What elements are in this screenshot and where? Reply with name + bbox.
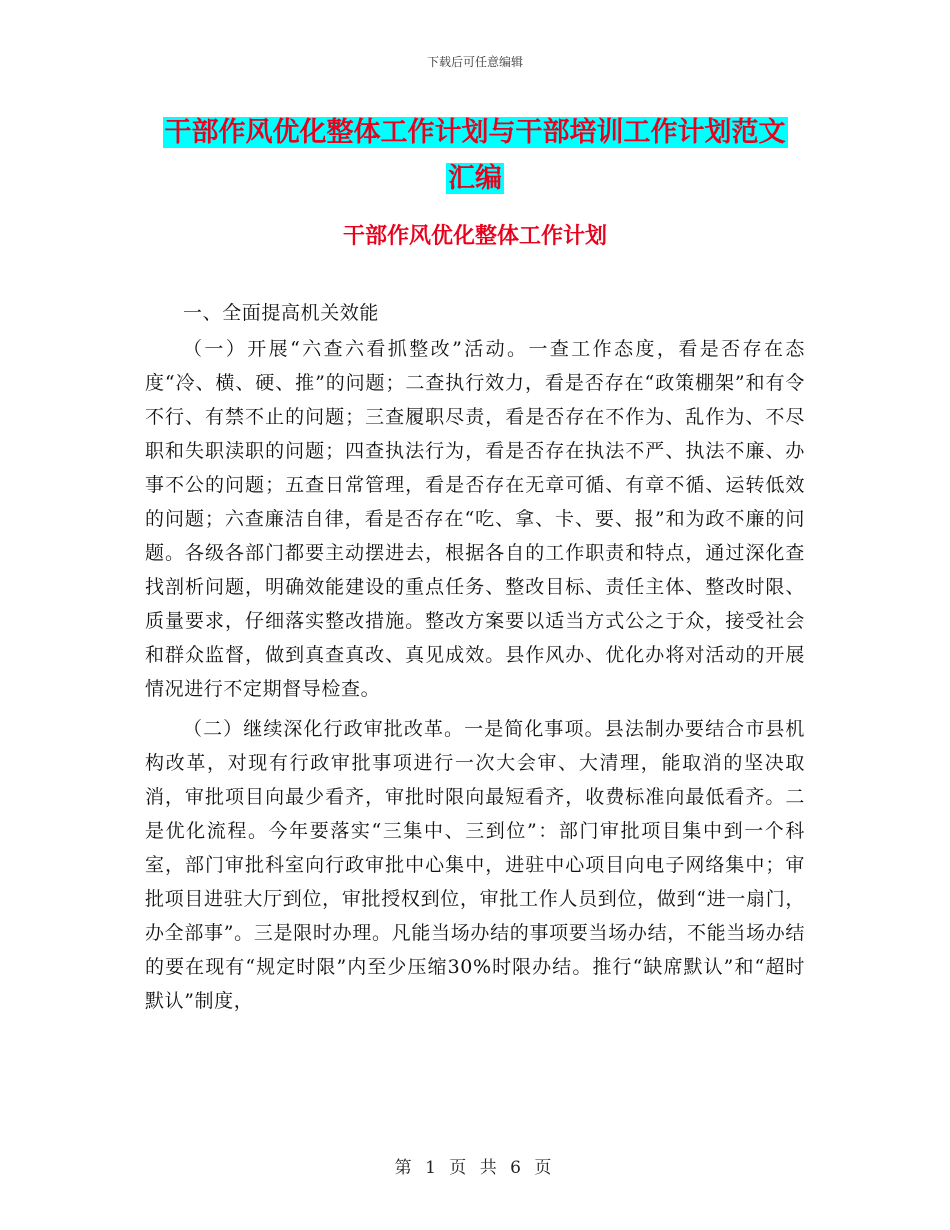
page-footer: 第 1 页 共 6 页 [394,1158,556,1178]
document-body [145,296,805,1024]
paragraph-2: （二）继续深化行政审批改革。一是简化事项。县法制办要结合市县机构改革，对现有行政审批事项进行一次大会审、大清理，能取消的坚决取消，审批项目向最少看齐，审批时限向最短看齐，收费标准向最低看齐。二是优化流程。今年要落实“三集中、三到位”：部门审批项目集中到一个科室，部门审批科室向行政审批中心集中，进驻中心项目向电子网络集中；审批项目进驻大厅到位，审批授权到位，审批工作人员到位，做到“进一扇门，办全部事”。三是限时办理。凡能当场办结的事项要当场办结，不能当场办结的要在现有“规定时限”内至少压缩30%时限办结。推行“缺席默认”和“超时默认”制度， [145,718,805,1012]
paragraph-1: （一）开展“六查六看抓整改”活动。一查工作态度，看是否存在态度“冷、横、硬、推”的问题；二查执行效力，看是否存在“政策棚架”和有令不行、有禁不止的问题；三查履职尽责，看是否存在不作为、乱作为、不尽职和失职渎职的问题；四查执法行为，看是否存在执法不严、执法不廉、办事不公的问题；五查日常管理，看是否存在无章可循、有章不循、运转低效的问题；六查廉洁自律，看是否存在“吃、拿、卡、要、报”和为政不廉的问题。各级各部门都要主动摆进去，根据各自的工作职责和特点，通过深化查找剖析问题，明确效能建设的重点任务、整改目标、责任主体、整改时限、质量要求，仔细落实整改措施。整改方案要以适当方式公之于众，接受社会和群众监督，做到真查真改、真见成效。县作风办、优化办将对活动的开展情况进行不定期督导检查。 [145,338,805,700]
document-title-line-1: 干部作风优化整体工作计划与干部培训工作计划范文 [164,117,786,148]
document-title-line-2: 汇编 [448,163,502,194]
heading-1: 一、全面提高机关效能 [183,302,380,324]
section-title: 干部作风优化整体工作计划 [342,223,607,249]
header-note: 下载后可任意编辑 [426,55,523,69]
document-title [140,110,810,202]
